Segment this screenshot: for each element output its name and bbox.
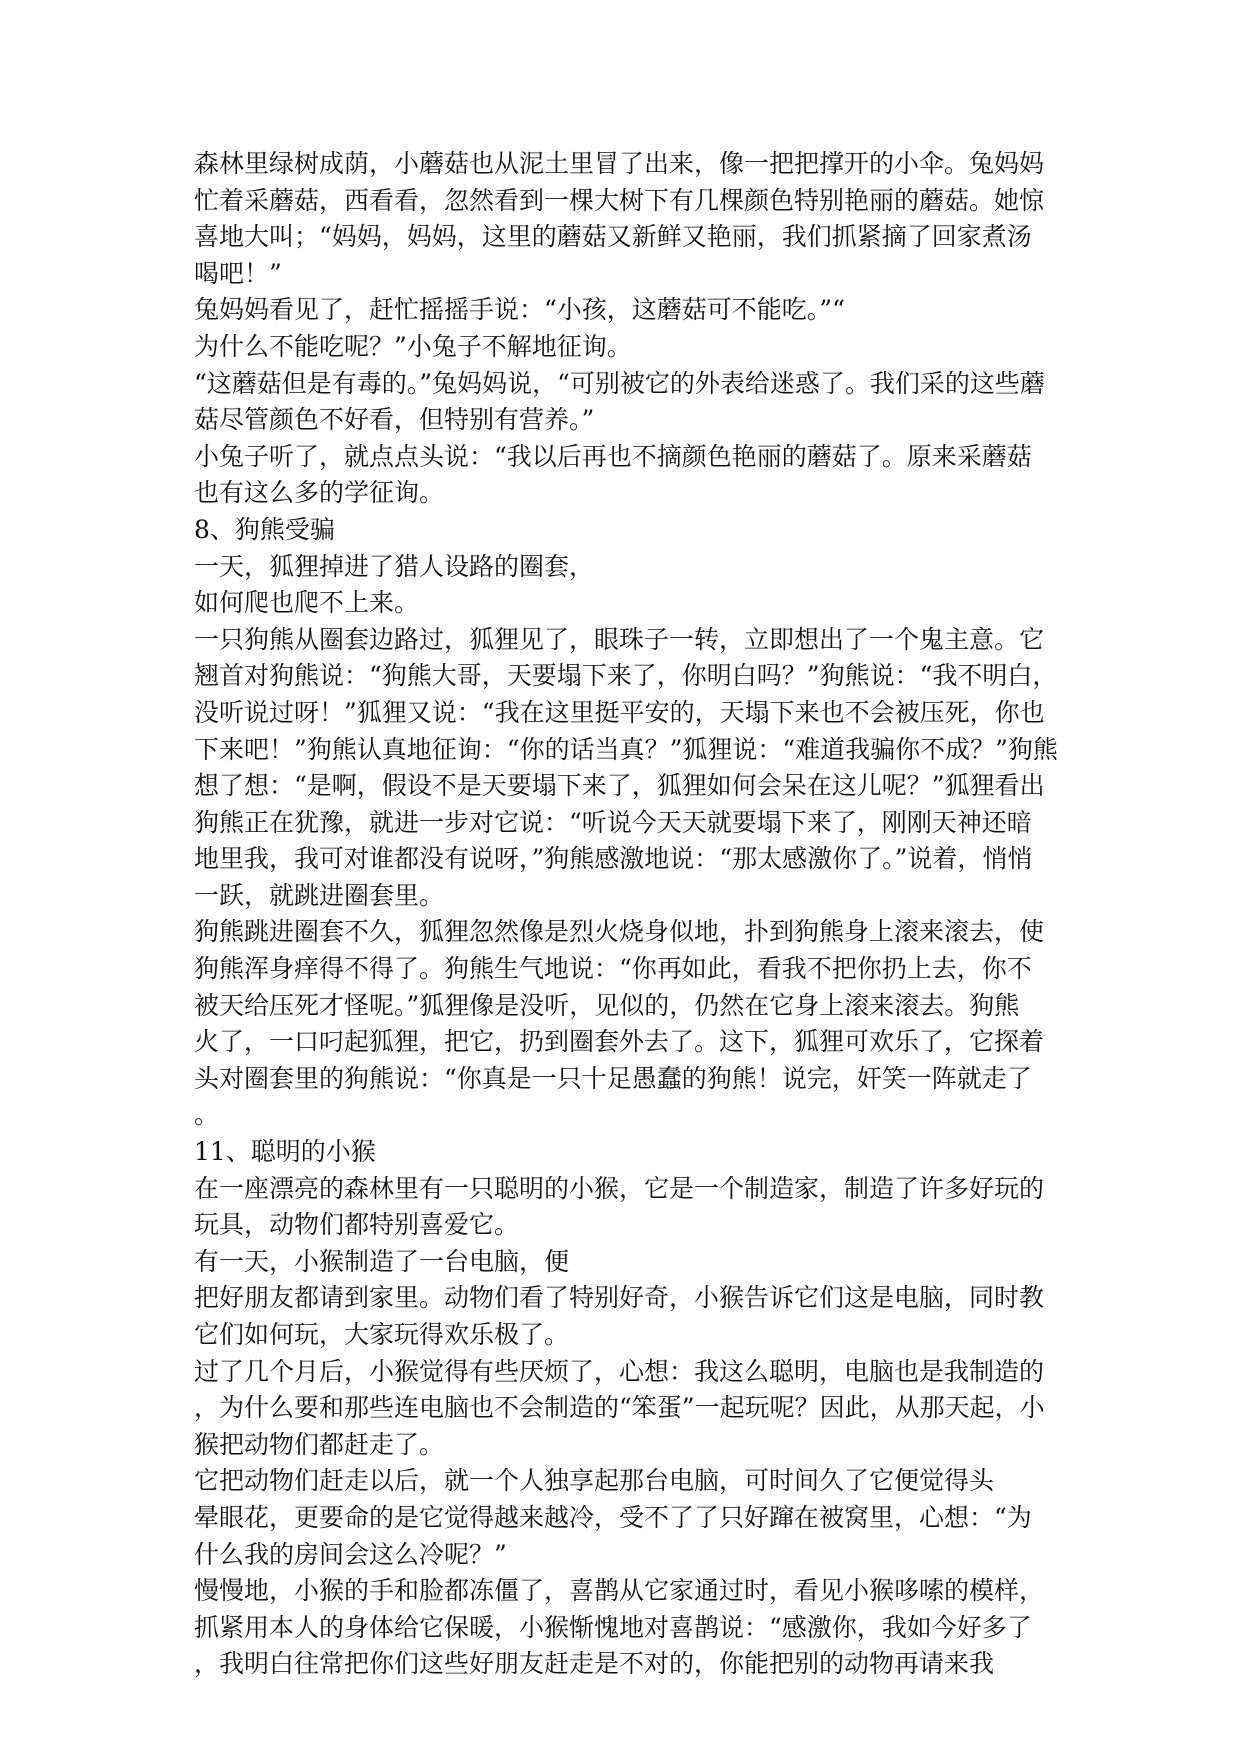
text-line: 晕眼花，更要命的是它觉得越来越冷，受不了了只好蹿在被窝里，心想：“为 [194,1502,1032,1532]
text-line: 一跃，就跳进圈套里。 [194,880,445,910]
text-line: 玩具，动物们都特别喜爱它。 [194,1210,520,1240]
text-line: 想了想：“是啊，假设不是天要塌下来了，狐狸如何会呆在这儿呢？”狐狸看出 [194,771,1045,801]
text-line: 小兔子听了，就点点头说：“我以后再也不摘颜色艳丽的蘑菇了。原来采蘑菇 [194,441,1032,471]
text-line: 把好朋友都请到家里。动物们看了特别好奇，小猴告诉它们这是电脑，同时教 [194,1283,1045,1313]
text-line: 如何爬也爬不上来。 [194,588,420,618]
text-line: 翘首对狗熊说：“狗熊大哥，天要塌下来了，你明白吗？”狗熊说：“我不明白， [194,661,1058,691]
text-line: 兔妈妈看见了，赶忙摇摇手说：“小孩，这蘑菇可不能吃。”“ [194,295,845,325]
text-line: 地里我，我可对谁都没有说呀，”狗熊感激地说：“那太感激你了。”说着，悄悄 [194,844,1033,874]
text-line: 喝吧！” [194,258,282,288]
text-line: 什么我的房间会这么冷呢？” [194,1539,507,1569]
text-line: 被天给压死才怪呢。”狐狸像是没听，见似的，仍然在它身上滚来滚去。狗熊 [194,990,1020,1020]
text-line: 为什么不能吃呢？”小兔子不解地征询。 [194,331,632,361]
text-line: 狗熊浑身痒得不得了。狗熊生气地说：“你再如此，看我不把你扔上去，你不 [194,954,1032,984]
text-line: 它把动物们赶走以后，就一个人独享起那台电脑，可时间久了它便觉得头 [194,1466,995,1496]
text-line: 狗熊跳进圈套不久，狐狸忽然像是烈火烧身似地，扑到狗熊身上滚来滚去，使 [194,917,1045,947]
text-line: 慢慢地，小猴的手和脸都冻僵了，喜鹊从它家通过时，看见小猴哆嗦的模样， [194,1576,1045,1606]
text-line: 头对圈套里的狗熊说：“你真是一只十足愚蠢的狗熊！说完，奸笑一阵就走了 [194,1063,1032,1093]
text-line: 火了，一口叼起狐狸，把它，扔到圈套外去了。这下，狐狸可欢乐了，它探着 [194,1027,1045,1057]
text-line: 狗熊正在犹豫，就进一步对它说：“听说今天天就要塌下来了，刚刚天神还暗 [194,807,1032,837]
text-line: 。 [194,1100,220,1130]
text-line: 过了几个月后，小猴觉得有些厌烦了，心想：我这么聪明，电脑也是我制造的 [194,1356,1045,1386]
text-line: 在一座漂亮的森林里有一只聪明的小猴，它是一个制造家，制造了许多好玩的 [194,1173,1045,1203]
text-line: 喜地大叫；“妈妈，妈妈，这里的蘑菇又新鲜又艳丽，我们抓紧摘了回家煮汤 [194,222,1032,252]
text-line: 抓紧用本人的身体给它保暖，小猴惭愧地对喜鹊说：“感激你，我如今好多了 [194,1612,1032,1642]
text-line: 也有这么多的学征询。 [194,478,445,508]
text-line: 一天，狐狸掉进了猎人设路的圈套， [194,551,595,581]
text-line: 它们如何玩，大家玩得欢乐极了。 [194,1320,570,1349]
text-line: 菇尽管颜色不好看，但特别有营养。” [194,405,595,435]
text-line: 没听说过呀！”狐狸又说：“我在这里挺平安的，天塌下来也不会被压死，你也 [194,697,1045,727]
text-line: 有一天，小猴制造了一台电脑，便 [194,1246,570,1276]
text-line: ，我明白往常把你们这些好朋友赶走是不对的，你能把别的动物再请来我 [194,1649,995,1679]
text-line: “这蘑菇但是有毒的。”兔妈妈说，“可别被它的外表给迷惑了。我们采的这些蘑 [194,368,1045,398]
text-line: 森林里绿树成荫，小蘑菇也从泥土里冒了出来，像一把把撑开的小伞。兔妈妈 [194,149,1045,178]
text-line: 忙着采蘑菇，西看看，忽然看到一棵大树下有几棵颜色特别艳丽的蘑菇。她惊 [194,185,1045,215]
text-line: ，为什么要和那些连电脑也不会制造的“笨蛋”一起玩呢？因此，从那天起，小 [194,1393,1045,1423]
text-line: 一只狗熊从圈套边路过，狐狸见了，眼珠子一转，立即想出了一个鬼主意。它 [194,624,1045,654]
text-line: 猴把动物们都赶走了。 [194,1429,445,1459]
text-line: 8、狗熊受骗 [194,514,335,544]
document-body [194,146,1074,1683]
text-line: 下来吧！”狗熊认真地征询：“你的话当真？”狐狸说：“难道我骗你不成？”狗熊 [194,734,1058,764]
text-line: 11、聪明的小猴 [194,1137,376,1167]
